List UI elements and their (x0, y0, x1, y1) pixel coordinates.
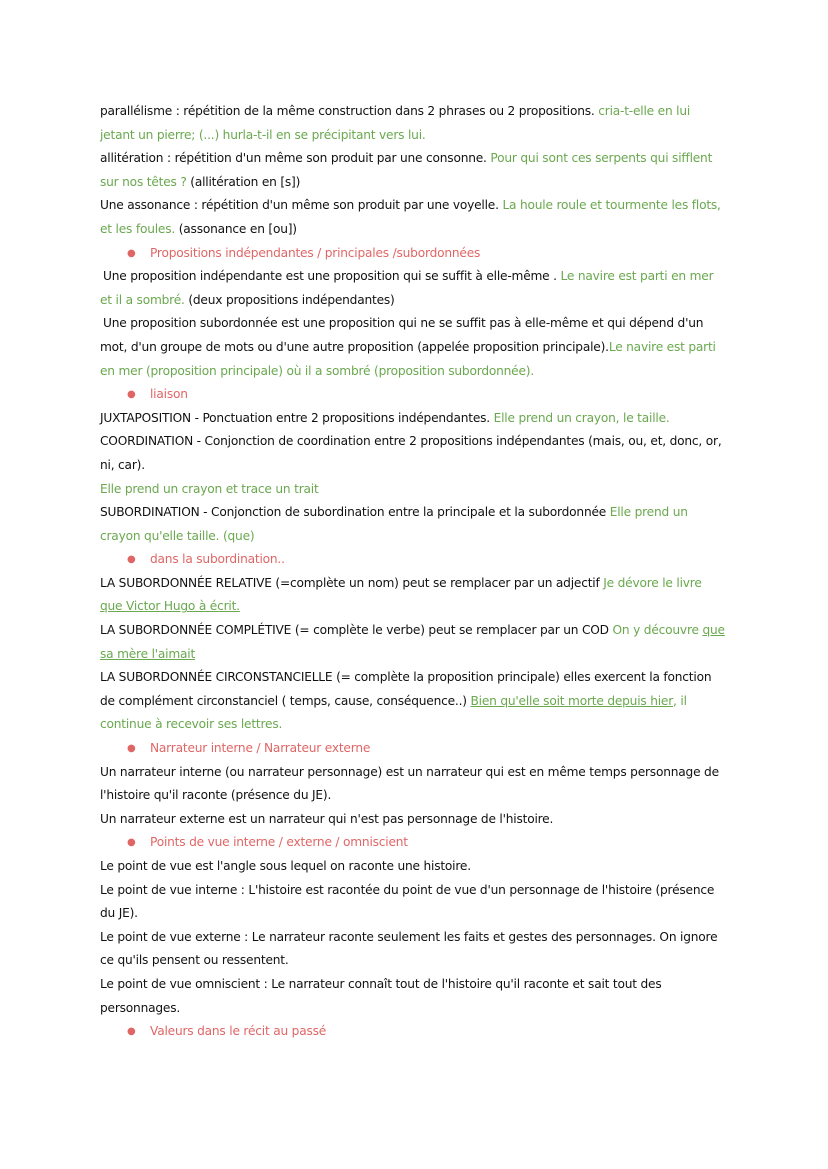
example-text: cria-t-elle en lui jetant un pierre; (...) hurla-t-il en se précipitant vers lui. (100, 104, 691, 142)
note-text: (deux propositions indépendantes) (184, 292, 395, 307)
definition-text: LA SUBORDONNÉE COMPLÉTIVE (= complète le verbe) peut se remplacer par un COD (100, 623, 613, 638)
definition-text: LA SUBORDONNÉE CIRCONSTANCIELLE (= complète la proposition principale) elles exercent la fonction de complément circonstanciel ( temps, cause, conséquence..) (100, 670, 712, 708)
section-heading-subordination (100, 548, 726, 572)
paragraph-independante (100, 265, 726, 312)
paragraph-juxtaposition (100, 407, 726, 431)
heading-text: Points de vue interne / externe / omniscient (150, 835, 408, 850)
example-text: Le navire est parti en mer (proposition principale) où il a sombré (proposition subordonnée). (100, 339, 716, 378)
example-text: On y découvre (612, 623, 703, 638)
document-page (100, 100, 726, 1044)
definition-text: Une proposition indépendante est une proposition qui se suffit à elle-même . (103, 269, 561, 284)
paragraph-assonance (100, 194, 726, 241)
section-heading-propositions (100, 242, 726, 266)
example-text: Elle prend un crayon qu'elle taille. (que) (100, 505, 688, 543)
definition-text: parallélisme : répétition de la même construction dans 2 phrases ou 2 propositions. (100, 104, 599, 118)
note-text: (assonance en [ou]) (175, 221, 297, 236)
section-heading-points-de-vue (100, 831, 726, 855)
bullet-icon: ● (127, 554, 136, 566)
paragraph-narrateur-interne: Un narrateur interne (ou narrateur personnage) est un narrateur qui est en même temps personnage de l'histoire qu'il raconte (présence du JE). (100, 764, 719, 803)
paragraph-parallelisme (100, 100, 726, 147)
paragraph-circonstancielle (100, 666, 726, 737)
bullet-icon: ● (127, 389, 136, 401)
underlined-example-text: Bien qu'elle soit morte depuis hier (470, 693, 674, 708)
paragraph-relative (100, 572, 726, 619)
note-text: (allitération en [s]) (186, 174, 301, 189)
paragraph-point-de-vue: Le point de vue est l'angle sous lequel on raconte une histoire. (100, 859, 471, 873)
paragraph-narrateur-externe: Un narrateur externe est un narrateur qui n'est pas personnage de l'histoire. (100, 811, 554, 826)
heading-text: Propositions indépendantes / principales /subordonnées (150, 245, 481, 260)
definition-text: JUXTAPOSITION - Ponctuation entre 2 propositions indépendantes. (100, 410, 494, 425)
heading-text: Valeurs dans le récit au passé (150, 1024, 327, 1039)
underlined-example-text: que Victor Hugo à écrit. (100, 599, 240, 614)
example-text: Elle prend un crayon et trace un trait (100, 481, 319, 496)
example-text: , il continue à recevoir ses lettres. (100, 693, 687, 732)
section-heading-liaison (100, 383, 726, 407)
bullet-icon: ● (127, 743, 136, 755)
paragraph-coordination (100, 430, 726, 501)
underlined-example-text: que sa mère l'aimait (100, 623, 725, 661)
paragraph-point-de-vue-omniscient: Le point de vue omniscient : Le narrateur connaît tout de l'histoire qu'il raconte et sait tout des personnages. (100, 976, 662, 1015)
paragraph-completive (100, 619, 726, 666)
paragraph-subordination (100, 501, 726, 548)
bullet-icon: ● (127, 247, 136, 259)
paragraph-point-de-vue-interne: Le point de vue interne : L'histoire est racontée du point de vue d'un personnage de l'histoire (présence du JE). (100, 882, 715, 921)
bullet-icon: ● (127, 837, 136, 849)
example-text: Pour qui sont ces serpents qui sifflent sur nos têtes ? (100, 151, 713, 189)
definition-text: LA SUBORDONNÉE RELATIVE (=complète un nom) peut se remplacer par un adjectif (100, 575, 604, 590)
heading-text: Narrateur interne / Narrateur externe (150, 741, 371, 756)
definition-text: COORDINATION - Conjonction de coordination entre 2 propositions indépendantes (mais, ou, et, donc, or, ni, car). (100, 434, 722, 472)
heading-text: liaison (150, 387, 188, 402)
definition-text: allitération : répétition d'un même son produit par une consonne. (100, 151, 491, 166)
example-text: Le navire est parti en mer et il a sombré. (100, 269, 714, 307)
example-text: Je dévore le livre (603, 575, 702, 590)
example-text: Elle prend un crayon, le taille. (493, 410, 670, 425)
example-text: La houle roule et tourmente les flots, et les foules. (100, 198, 721, 236)
definition-text: Une assonance : répétition d'un même son produit par une voyelle. (100, 198, 503, 213)
heading-text: dans la subordination.. (150, 552, 285, 567)
section-heading-valeurs (100, 1020, 726, 1044)
definition-text: SUBORDINATION - Conjonction de subordination entre la principale et la subordonnée (100, 505, 610, 520)
definition-text: Une proposition subordonnée est une proposition qui ne se suffit pas à elle-même et qui dépend d'un mot, d'un groupe de mots ou d'une autre proposition (appelée proposition principale). (100, 316, 704, 354)
paragraph-subordonnee (100, 312, 726, 383)
bullet-icon: ● (127, 1026, 136, 1038)
paragraph-alliteration (100, 147, 726, 194)
paragraph-point-de-vue-externe: Le point de vue externe : Le narrateur raconte seulement les faits et gestes des personnages. On ignore ce qu'ils pensent ou ressentent. (100, 929, 718, 968)
section-heading-narrateur (100, 737, 726, 761)
